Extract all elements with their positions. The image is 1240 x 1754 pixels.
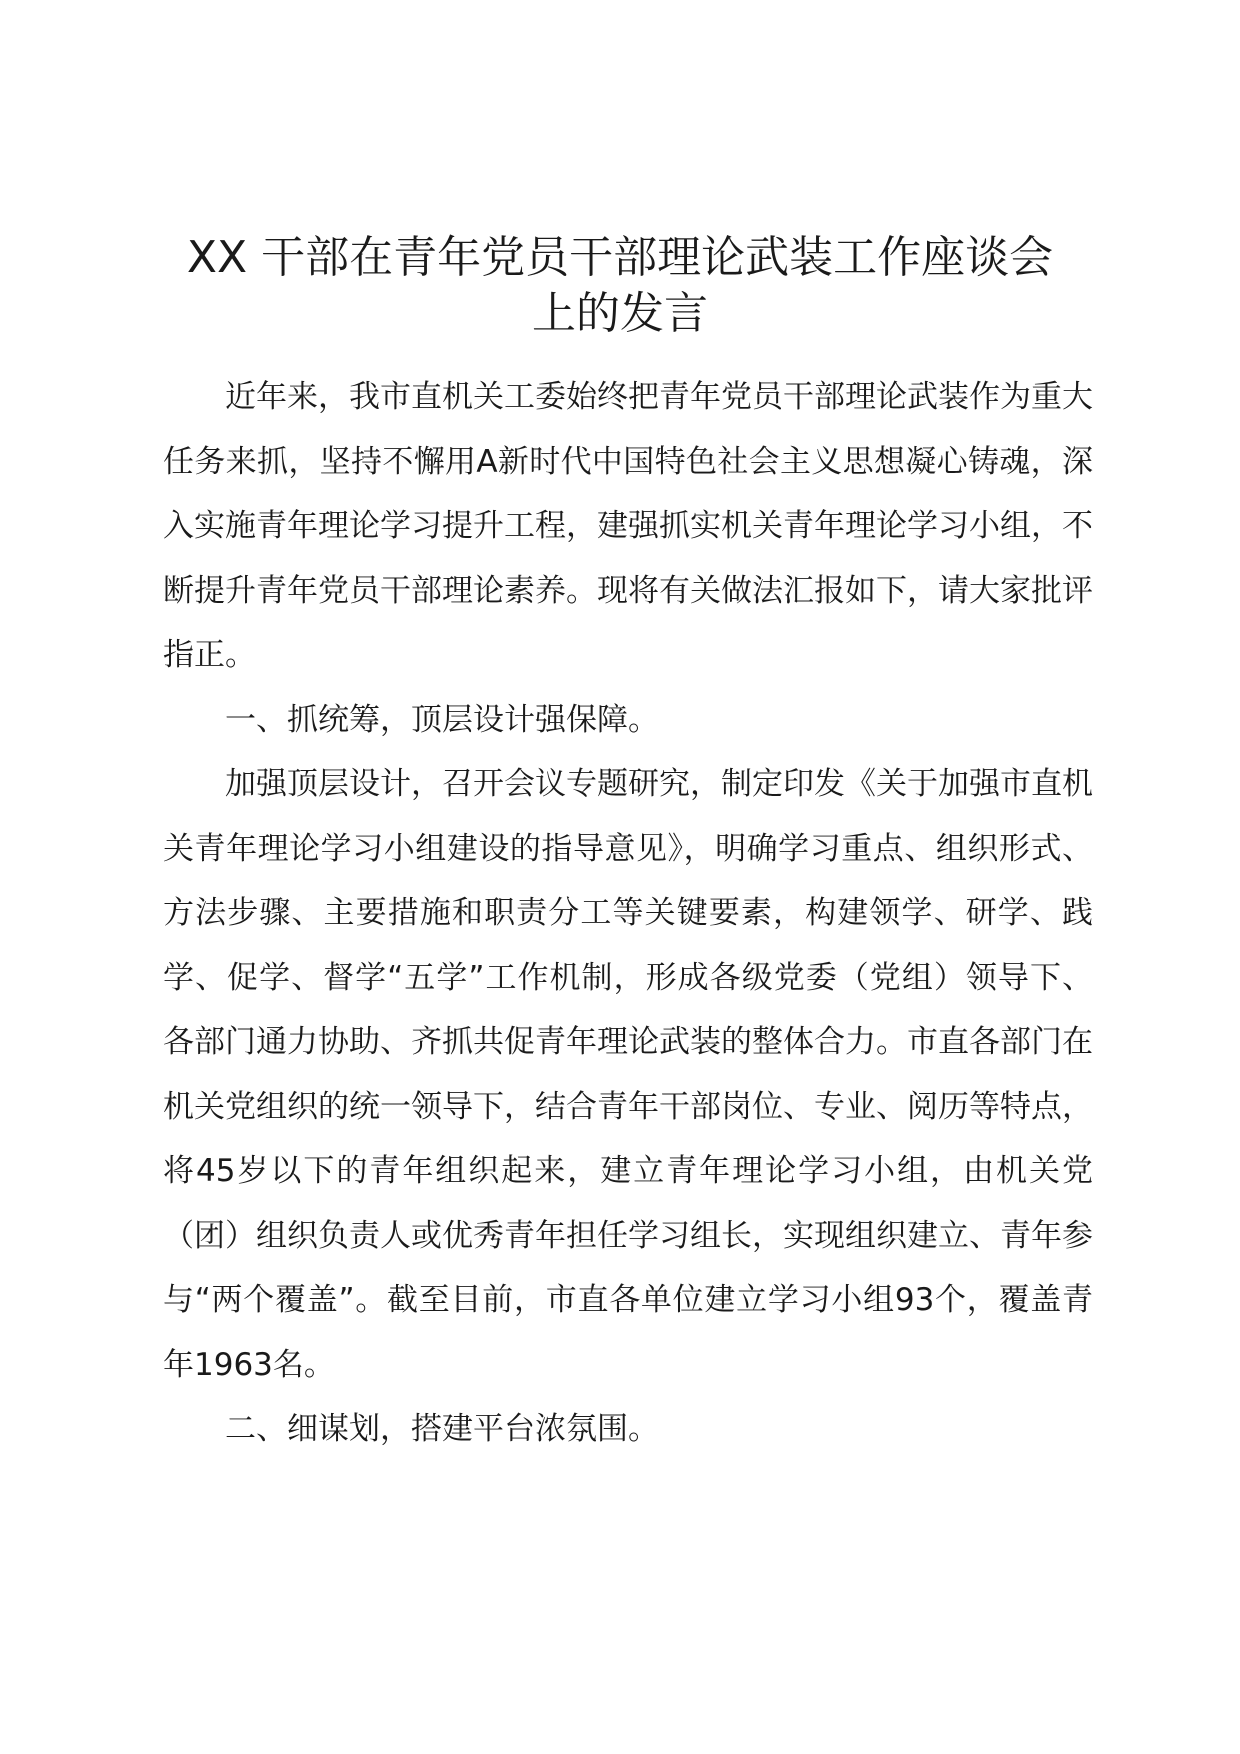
intro-paragraph: 近年来，我市直机关工委始终把青年党员干部理论武装作为重大任务来抓，坚持不懈用A新时代中国特色社会主义思想凝心铸魂，深入实施青年理论学习提升工程，建强抓实机关青年理论学习小组，不断提升青年党员干部理论素养。现将有关做法汇报如下，请大家批评指正。 <box>163 379 1093 673</box>
section-1-heading: 一、抓统筹，顶层设计强保障。 <box>225 701 659 738</box>
section-2-heading: 二、细谋划，搭建平台浓氛围。 <box>225 1411 659 1447</box>
title-line-1: XX 干部在青年党员干部理论武装工作座谈会 <box>186 232 1054 283</box>
section-1-paragraph: 加强顶层设计，召开会议专题研究，制定印发《关于加强市直机关青年理论学习小组建设的指导意见》，明确学习重点、组织形式、方法步骤、主要措施和职责分工等关键要素，构建领学、研学、践学、促学、督学“五学”工作机制，形成各级党委（党组）领导下、各部门通力协助、齐抓共促青年理论武装的整体合力。市直各部门在机关党组织的统一领导下，结合青年干部岗位、专业、阅历等特点，将45岁以下的青年组织起来，建立青年理论学习小组，由机关党（团）组织负责人或优秀青年担任学习组长，实现组织建立、青年参与“两个覆盖”。截至目前，市直各单位建立学习小组93个，覆盖青年1963名。 <box>163 766 1093 1383</box>
document-title <box>150 230 1090 342</box>
document-body <box>163 365 1093 1462</box>
title-line-2: 上的发言 <box>532 288 708 339</box>
